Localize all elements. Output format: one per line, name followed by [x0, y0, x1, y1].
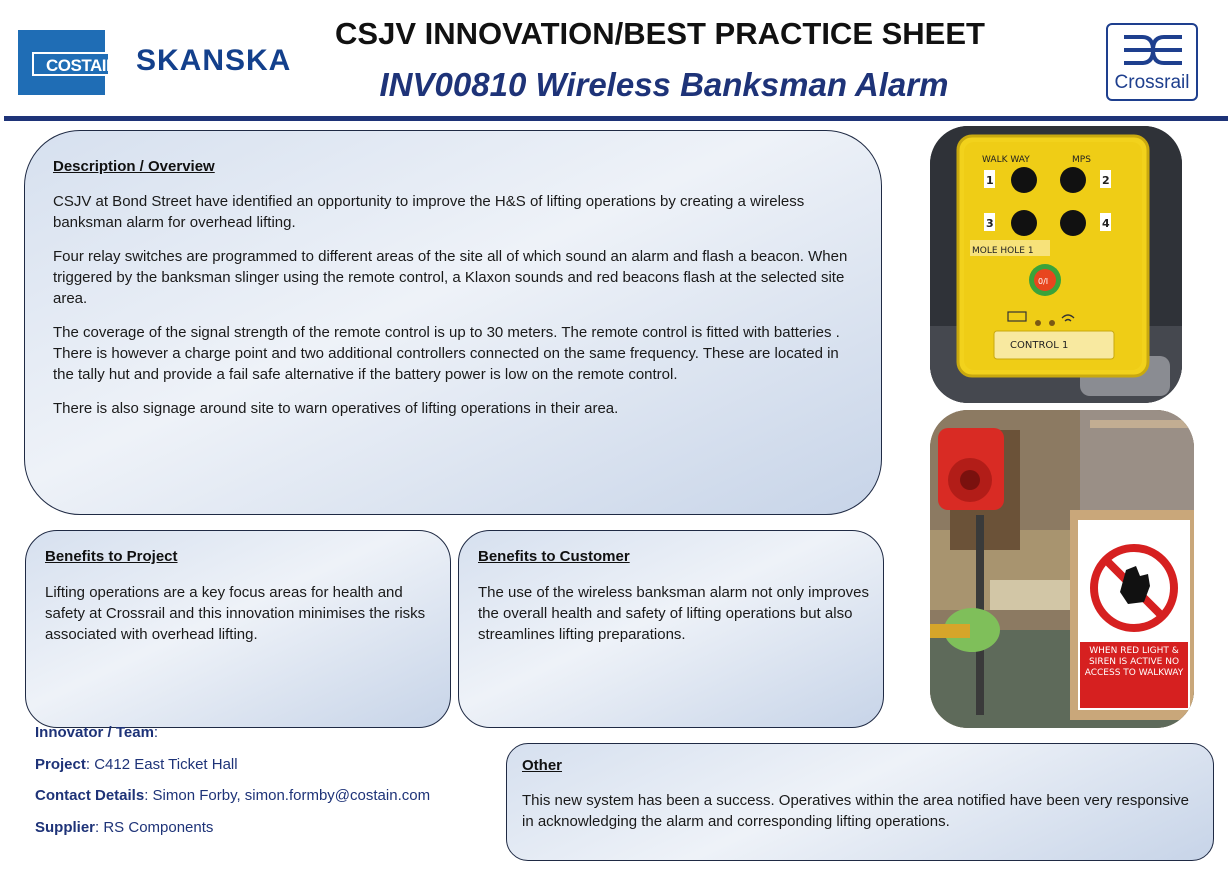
info-project-label: Project [35, 756, 86, 773]
description-body [53, 191, 853, 432]
siren-sign-illustration [930, 410, 1194, 728]
other-heading: Other [522, 757, 563, 774]
info-team [35, 724, 158, 741]
page-subtitle: INV00810 Wireless Banksman Alarm [379, 66, 949, 103]
info-supplier-label: Supplier [35, 819, 96, 836]
remote-label-mps: MPS [1072, 155, 1091, 165]
remote-btn-3-label: 3 [986, 217, 994, 230]
remote-btn-4-label: 4 [1102, 217, 1110, 230]
benefits-project-heading: Benefits to Project [45, 548, 178, 565]
benefits-customer-panel [458, 530, 884, 728]
description-paragraph: CSJV at Bond Street have identified an opportunity to improve the H&S of lifting operations by creating a wireless banksman alarm for overhead lifting. [53, 193, 805, 231]
crossrail-roundel-icon [1122, 31, 1184, 69]
info-supplier [35, 819, 213, 836]
other-text: This new system has been a success. Operatives within the area notified have been very responsive in acknowledging the alarm and corresponding lifting operations. [522, 792, 1190, 830]
page-title: CSJV INNOVATION/BEST PRACTICE SHEET [335, 16, 985, 51]
info-contact-label: Contact Details [35, 787, 145, 804]
info-supplier-value: : RS Components [95, 819, 214, 836]
costain-logo [18, 30, 118, 95]
description-paragraph: There is also signage around site to warn operatives of lifting operations in their area. [53, 400, 619, 417]
info-team-value: : [153, 724, 159, 741]
description-heading: Description / Overview [53, 158, 215, 175]
costain-logo-text: COSTAIN [46, 56, 118, 75]
skanska-logo: SKANSKA [136, 44, 292, 77]
remote-label-molehole: MOLE HOLE 1 [972, 246, 1034, 256]
info-project [35, 756, 238, 773]
crossrail-logo-text: Crossrail [1114, 72, 1190, 93]
remote-control-illustration [930, 126, 1182, 403]
remote-label-walkway: WALK WAY [982, 155, 1030, 165]
remote-label-control: CONTROL 1 [1010, 340, 1069, 351]
crossrail-logo [1106, 23, 1198, 101]
info-contact-value: : Simon Forby, simon.formby@costain.com [144, 787, 431, 804]
remote-btn-2-label: 2 [1102, 174, 1110, 187]
site-siren-photo [930, 410, 1194, 728]
remote-btn-1-label: 1 [986, 174, 994, 187]
header-divider [4, 116, 1228, 121]
description-panel [24, 130, 882, 515]
benefits-customer-heading: Benefits to Customer [478, 548, 630, 565]
benefits-project-panel [25, 530, 451, 728]
remote-control-photo [930, 126, 1182, 403]
costain-logo-box [32, 52, 118, 76]
other-panel [506, 743, 1214, 861]
description-paragraph: The coverage of the signal strength of the remote control is up to 30 meters. The remote control is fitted with batteries . There is however a charge point and two additional controllers connected on the same frequency. These are located in the tally hut and provide a fail safe alternative if the battery power is low on the remote control. [53, 324, 840, 383]
benefits-customer-text: The use of the wireless banksman alarm not only improves the overall health and safety of lifting operations but also streamlines lifting preparations. [478, 584, 870, 643]
remote-power-label: 0/I [1038, 277, 1049, 286]
info-team-label: Innovator / Team [35, 724, 154, 741]
benefits-project-text: Lifting operations are a key focus areas for health and safety at Crossrail and this innovation minimises the risks associated with overhead lifting. [45, 584, 426, 643]
info-contact [35, 787, 430, 804]
description-paragraph: Four relay switches are programmed to different areas of the site all of which sound an alarm and flash a beacon. When triggered by the banksman slinger using the remote control, a Klaxon sounds and red beacons flash at the selected site area. [53, 248, 848, 307]
info-project-value: : C412 East Ticket Hall [85, 756, 238, 773]
sign-warning-text: WHEN RED LIGHT & SIREN IS ACTIVE NO ACCESS TO WALKWAY [1084, 646, 1184, 678]
